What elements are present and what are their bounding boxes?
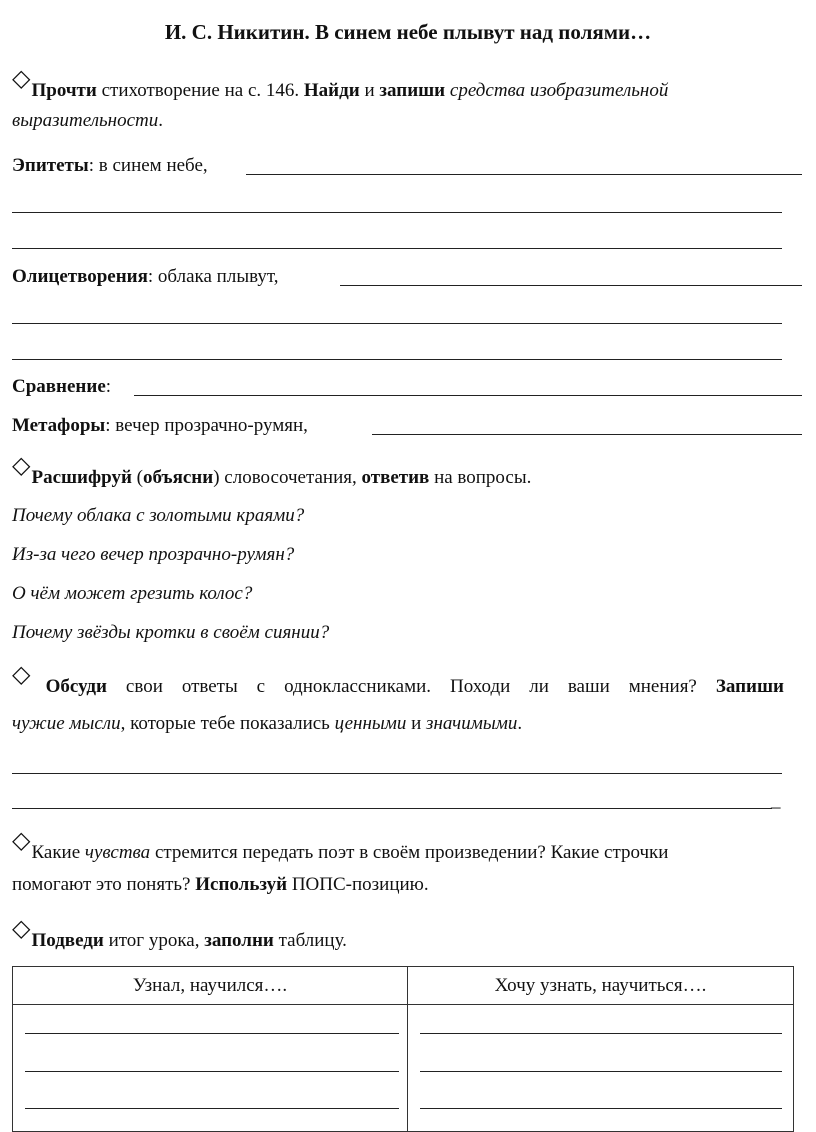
table-cell-want-to-learn[interactable]	[408, 1005, 794, 1132]
answer-line[interactable]	[134, 395, 802, 396]
diamond-icon: ◇	[12, 914, 31, 942]
question-item: О чём может грезить колос?	[12, 583, 253, 604]
task-discuss-instruction: ◇Обсуди свои ответы с одноклассниками. Походи ли ваши мнения? Запиши	[12, 660, 784, 697]
epithets-row: Эпитеты: в синем небе,	[12, 155, 208, 176]
table-cell-learned[interactable]	[13, 1005, 408, 1132]
question-item: Почему звёзды кротки в своём сиянии?	[12, 622, 330, 643]
diamond-icon: ◇	[12, 451, 31, 479]
personification-row: Олицетворения: облака плывут,	[12, 266, 279, 287]
task-read-instruction-cont: выразительности.	[12, 110, 163, 131]
diamond-icon: ◇	[12, 660, 45, 688]
metaphors-row: Метафоры: вечер прозрачно-румян,	[12, 415, 308, 436]
answer-line[interactable]	[12, 359, 782, 360]
answer-line[interactable]	[420, 1071, 782, 1072]
task-discuss-instruction-cont: чужие мысли, которые тебе показались ценными и значимыми.	[12, 713, 523, 734]
table-header-learned: Узнал, научился….	[13, 967, 408, 1005]
answer-line[interactable]	[12, 808, 772, 809]
answer-line[interactable]	[25, 1108, 399, 1109]
trailing-mark: _	[771, 790, 781, 811]
answer-line[interactable]	[25, 1033, 399, 1034]
answer-line[interactable]	[12, 323, 782, 324]
table-header-want-to-learn: Хочу узнать, научиться….	[408, 967, 794, 1005]
diamond-icon: ◇	[12, 64, 31, 92]
answer-line[interactable]	[420, 1108, 782, 1109]
comparison-row: Сравнение:	[12, 376, 112, 397]
summary-table	[12, 966, 794, 1132]
task-feelings-instruction-cont: помогают это понять? Используй ПОПС-позицию.	[12, 874, 429, 895]
task-feelings-instruction: ◇Какие чувства стремится передать поэт в своём произведении? Какие строчки	[12, 826, 669, 863]
task-decode-instruction: ◇Расшифруй (объясни) словосочетания, ответив на вопросы.	[12, 451, 532, 488]
task-read-instruction: ◇Прочти стихотворение на с. 146. Найди и запиши средства изобразительной	[12, 64, 669, 101]
answer-line[interactable]	[25, 1071, 399, 1072]
page-title: И. С. Никитин. В синем небе плывут над полями…	[164, 20, 652, 44]
answer-line[interactable]	[12, 212, 782, 213]
diamond-icon: ◇	[12, 826, 31, 854]
question-item: Из-за чего вечер прозрачно-румян?	[12, 544, 295, 565]
answer-line[interactable]	[12, 773, 782, 774]
question-item: Почему облака с золотыми краями?	[12, 505, 305, 526]
answer-line[interactable]	[372, 434, 802, 435]
answer-line[interactable]	[420, 1033, 782, 1034]
answer-line[interactable]	[340, 285, 802, 286]
answer-line[interactable]	[246, 174, 802, 175]
task-summary-instruction: ◇Подведи итог урока, заполни таблицу.	[12, 914, 347, 951]
answer-line[interactable]	[12, 248, 782, 249]
